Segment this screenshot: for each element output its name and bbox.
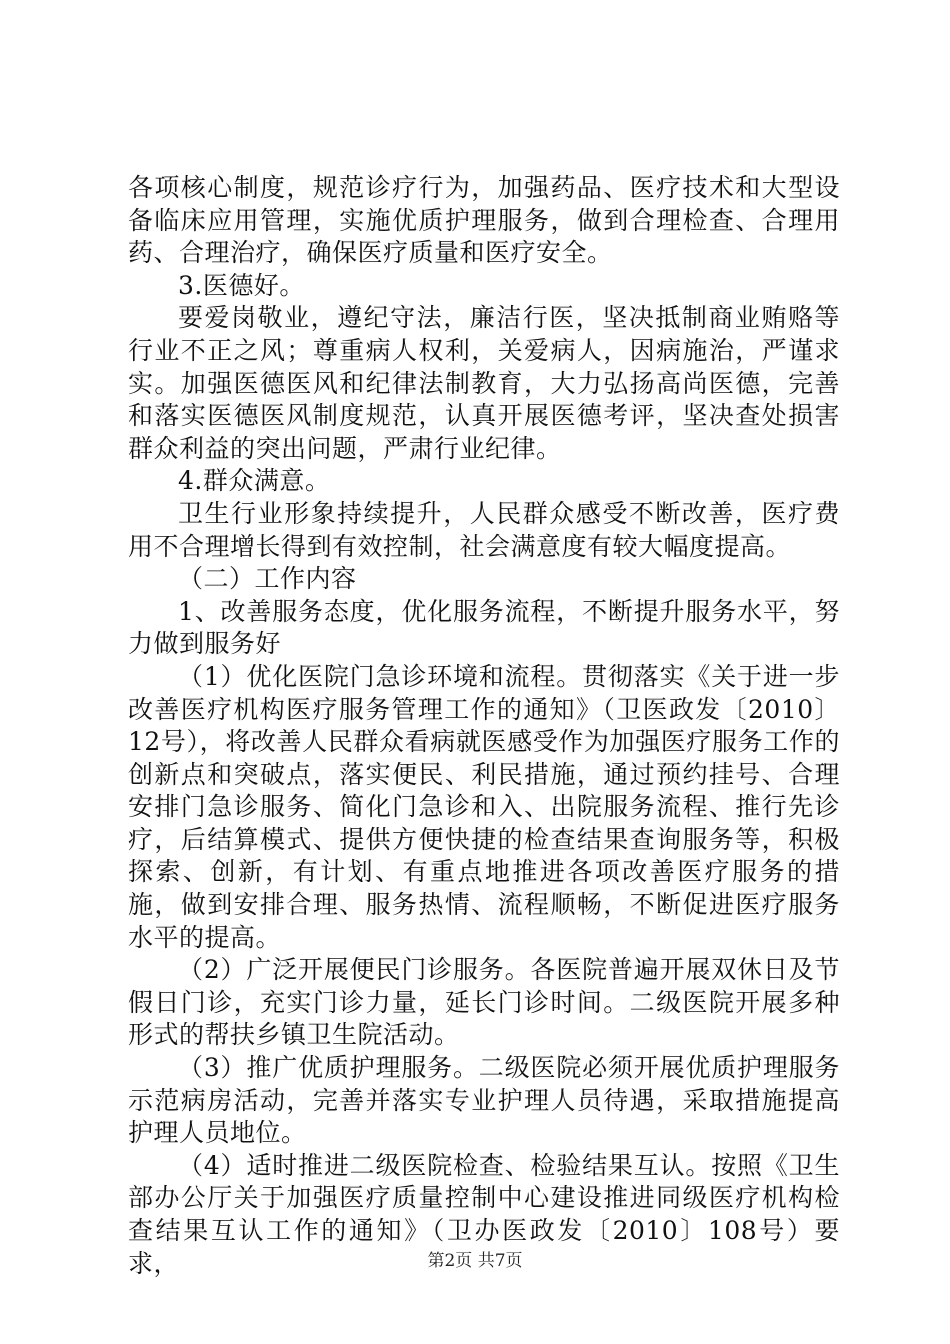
paragraph: （4）适时推进二级医院检查、检验结果互认。按照《卫生部办公厅关于加强医疗质量控制中心建设推进同级医疗机构检查结果互认工作的通知》（卫办医政发〔2010〕108号）要求， (128, 1150, 840, 1278)
section-heading: （二）工作内容 (178, 564, 357, 594)
paragraph: （2）广泛开展便民门诊服务。各医院普遍开展双休日及节假日门诊，充实门诊力量，延长门诊时间。二级医院开展多种形式的帮扶乡镇卫生院活动。 (128, 955, 840, 1050)
paragraph: （1）优化医院门急诊环境和流程。贯彻落实《关于进一步改善医疗机构医疗服务管理工作的通知》（卫医政发〔2010〕12号），将改善人民群众看病就医感受作为加强医疗服务工作的创新点和突破点，落实便民、利民措施，通过预约挂号、合理安排门急诊服务、简化门急诊和入、出院服务流程、推行先诊疗，后结算模式、提供方便快捷的检查结果查询服务等，积极探索、创新，有计划、有重点地推进各项改善医疗服务的措施，做到安排合理、服务热情、流程顺畅，不断促进医疗服务水平的提高。 (128, 661, 840, 952)
paragraph: 要爱岗敬业，遵纪守法，廉洁行医，坚决抵制商业贿赂等行业不正之风；尊重病人权利，关爱病人，因病施治，严谨求实。加强医德医风和纪律法制教育，大力弘扬高尚医德，完善和落实医德医风制度规范，认真开展医德考评，坚决查处损害群众利益的突出问题，严肃行业纪律。 (128, 303, 840, 463)
paragraph: （3）推广优质护理服务。二级医院必须开展优质护理服务示范病房活动，完善并落实专业护理人员待遇，采取措施提高护理人员地位。 (128, 1053, 840, 1148)
paragraph: 1、改善服务态度，优化服务流程，不断提升服务水平，努力做到服务好 (128, 596, 840, 659)
section-heading: 3.医德好。 (178, 270, 305, 300)
page-footer: 第2页 共7页 (427, 1251, 523, 1271)
paragraph: 各项核心制度，规范诊疗行为，加强药品、医疗技术和大型设备临床应用管理，实施优质护理服务，做到合理检查、合理用药、合理治疗，确保医疗质量和医疗安全。 (128, 173, 840, 268)
document-body (128, 172, 840, 1280)
paragraph: 卫生行业形象持续提升，人民群众感受不断改善，医疗费用不合理增长得到有效控制，社会满意度有较大幅度提高。 (128, 498, 840, 561)
section-heading: 4.群众满意。 (178, 466, 331, 496)
